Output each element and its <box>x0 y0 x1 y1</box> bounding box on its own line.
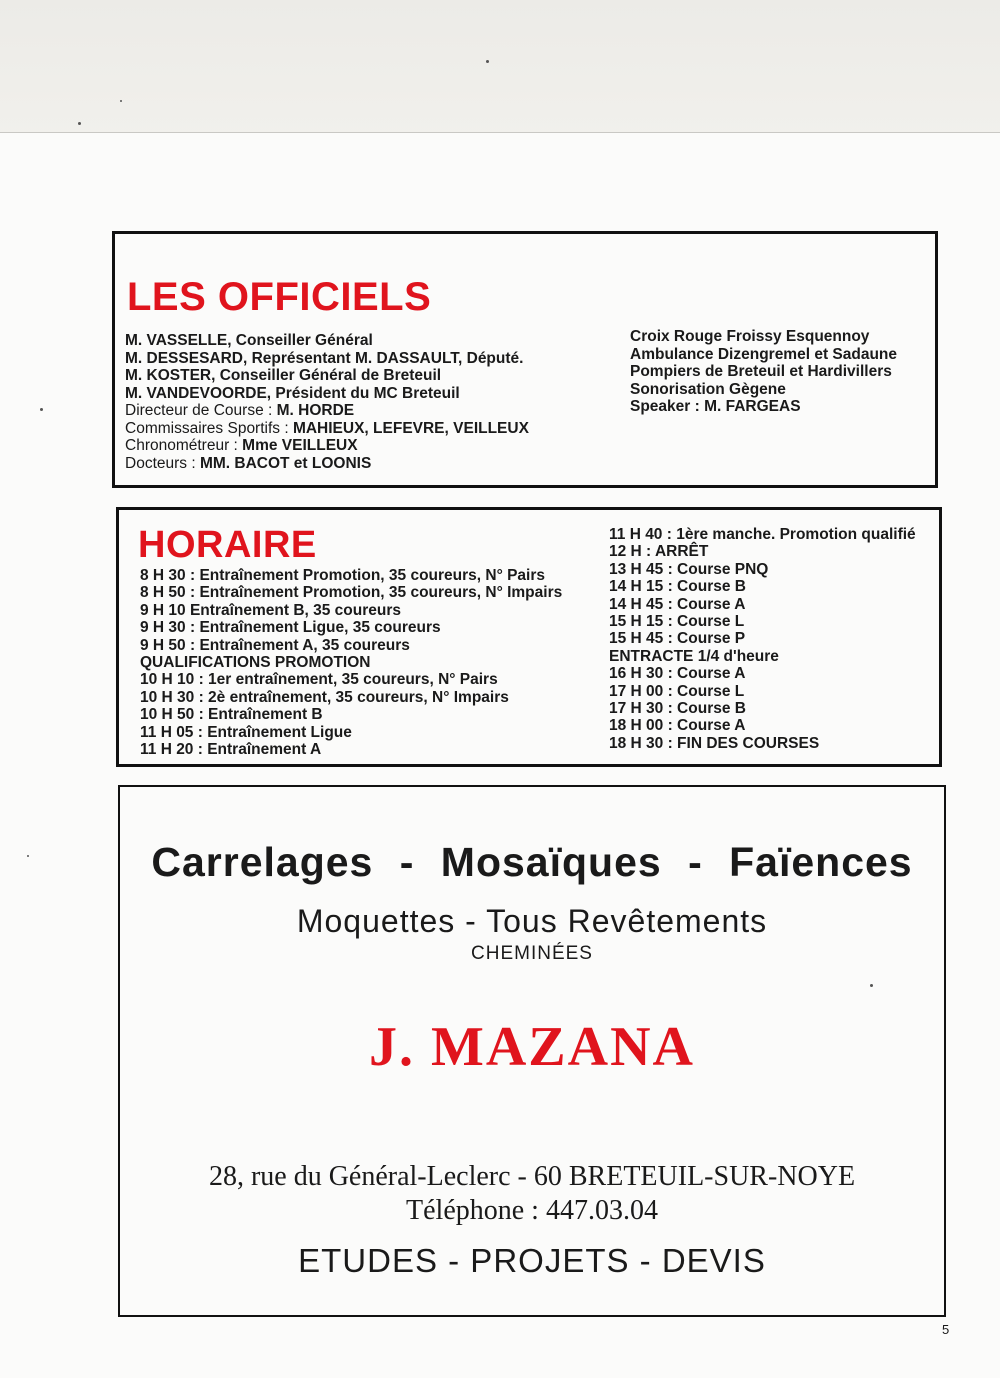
paper-speck <box>486 60 489 63</box>
schedule-item: 10 H 10 : 1er entraînement, 35 coureurs, N° Pairs <box>140 671 498 689</box>
official-entry: M. VASSELLE, Conseiller Général <box>125 332 373 349</box>
schedule-item: 16 H 30 : Course A <box>609 665 746 683</box>
schedule-title: HORAIRE <box>138 524 317 566</box>
official-role <box>125 455 529 473</box>
ad-headline: Carrelages - Mosaïques - Faïences <box>151 839 913 885</box>
ad-tagline: CHEMINÉES <box>471 943 593 964</box>
role-name: MAHIEUX, LEFEVRE, VEILLEUX <box>292 419 529 437</box>
officials-title: LES OFFICIELS <box>127 275 432 319</box>
advertisement-box <box>118 785 946 1317</box>
previous-page-edge <box>0 0 1000 138</box>
officials-box <box>112 231 938 488</box>
role-label: Commissaires Sportifs : <box>125 419 293 437</box>
officials-list <box>125 332 529 472</box>
paper-speck <box>40 408 43 411</box>
schedule-heading: QUALIFICATIONS PROMOTION <box>140 654 371 672</box>
services-list <box>630 328 897 416</box>
schedule-item: 9 H 30 : Entraînement Ligue, 35 coureurs <box>140 619 441 637</box>
schedule-item: 9 H 50 : Entraînement A, 35 coureurs <box>140 636 410 654</box>
service-entry: Croix Rouge Froissy Esquennoy <box>630 328 870 345</box>
role-name: MM. BACOT et LOONIS <box>199 454 372 472</box>
service-entry: Sonorisation Gègene <box>630 380 786 398</box>
service-entry: Speaker : M. FARGEAS <box>630 398 801 415</box>
schedule-afternoon-list <box>609 526 916 752</box>
page-number: 5 <box>942 1322 950 1337</box>
schedule-item: 14 H 15 : Course B <box>609 578 746 596</box>
role-name: Mme VEILLEUX <box>242 437 358 454</box>
official-entry: M. KOSTER, Conseiller Général de Breteuil <box>125 367 442 384</box>
schedule-item: 9 H 10 Entraînement B, 35 coureurs <box>140 601 402 619</box>
service-entry: Ambulance Dizengremel et Sadaune <box>630 345 898 363</box>
paper-speck <box>78 122 81 125</box>
ad-company-name: J. MAZANA <box>369 1016 695 1078</box>
schedule-item: 15 H 45 : Course P <box>609 630 746 648</box>
paper-speck <box>27 855 29 857</box>
schedule-item: 14 H 45 : Course A <box>609 595 746 613</box>
official-entry: M. DESSESARD, Représentant M. DASSAULT, Député. <box>125 349 524 367</box>
role-label: Chronométreur : <box>125 437 243 454</box>
schedule-item: 8 H 50 : Entraînement Promotion, 35 coureurs, N° Impairs <box>140 584 563 602</box>
schedule-morning-list <box>140 567 562 758</box>
schedule-item: 18 H 30 : FIN DES COURSES <box>609 734 820 752</box>
service-entry: Pompiers de Breteuil et Hardivillers <box>630 363 892 380</box>
official-role <box>125 402 529 420</box>
schedule-item: 11 H 20 : Entraînement A <box>140 741 322 759</box>
schedule-item: 10 H 30 : 2è entraînement, 35 coureurs, N° Impairs <box>140 688 509 706</box>
schedule-item: 8 H 30 : Entraînement Promotion, 35 coureurs, N° Pairs <box>140 567 546 584</box>
ad-services: ETUDES - PROJETS - DEVIS <box>298 1242 766 1279</box>
schedule-item: 17 H 00 : Course L <box>609 682 745 700</box>
official-role <box>125 437 529 455</box>
role-name: M. HORDE <box>276 402 355 419</box>
schedule-item: 12 H : ARRÊT <box>609 543 709 561</box>
schedule-item: 11 H 05 : Entraînement Ligue <box>140 723 352 741</box>
schedule-item: 15 H 15 : Course L <box>609 613 745 631</box>
schedule-item: 13 H 45 : Course PNQ <box>609 560 769 578</box>
schedule-item: 17 H 30 : Course B <box>609 700 746 718</box>
ad-phone: Téléphone : 447.03.04 <box>406 1195 658 1226</box>
official-role <box>125 420 529 438</box>
ad-subheadline: Moquettes - Tous Revêtements <box>296 903 768 939</box>
schedule-item: 10 H 50 : Entraînement B <box>140 706 323 724</box>
ad-address: 28, rue du Général-Leclerc - 60 BRETEUIL-SUR-NOYE <box>208 1161 856 1192</box>
schedule-item: 11 H 40 : 1ère manche. Promotion qualifié <box>609 526 916 543</box>
official-entry: M. VANDEVOORDE, Président du MC Breteuil <box>125 384 460 402</box>
schedule-item: 18 H 00 : Course A <box>609 717 746 735</box>
schedule-box <box>116 507 942 767</box>
schedule-item: ENTRACTE 1/4 d'heure <box>609 647 779 665</box>
role-label: Directeur de Course : <box>125 402 277 419</box>
role-label: Docteurs : <box>125 454 200 472</box>
paper-speck <box>870 984 873 987</box>
paper-speck <box>120 100 122 102</box>
